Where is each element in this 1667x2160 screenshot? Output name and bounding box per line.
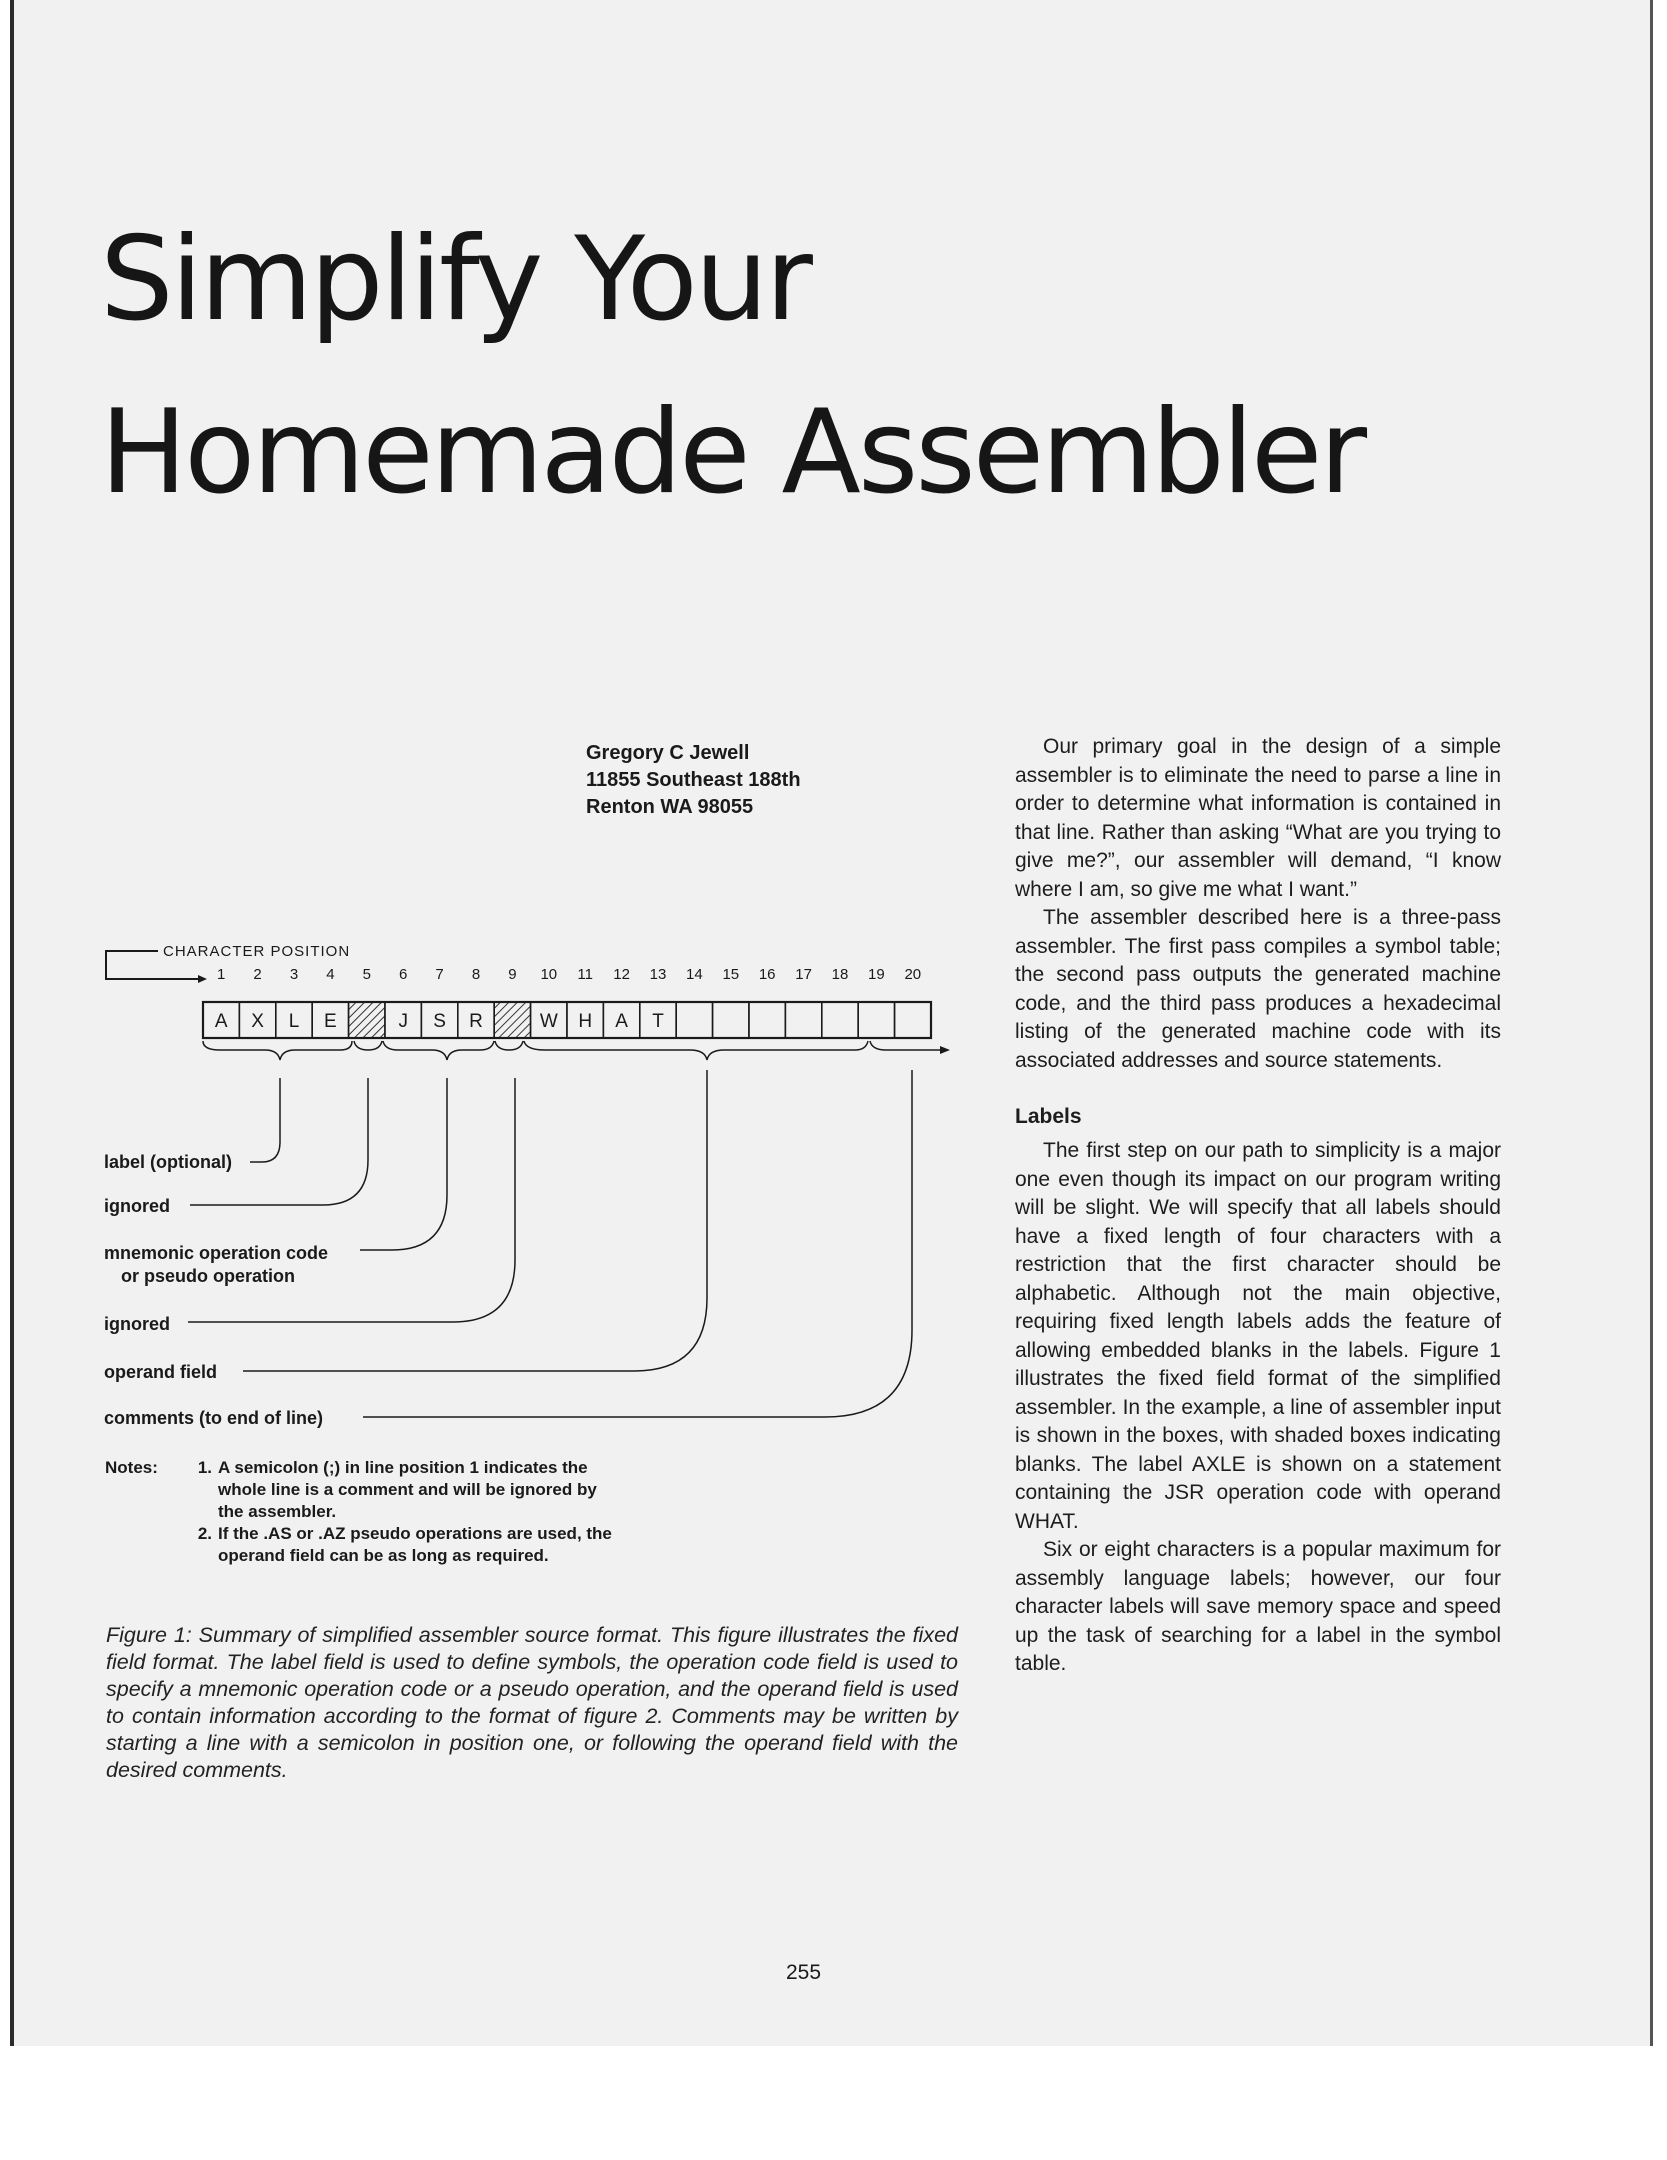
cell-char-8: R [469, 1011, 483, 1032]
leader-mnemonic [360, 1078, 447, 1250]
cell-char-7: S [433, 1011, 446, 1032]
figure-1-caption: Figure 1: Summary of simplified assembler source format. This figure illustrates the fixed field format. The label field is used to define symbols, the operation code field is used to specify a mnemonic operation code or a pseudo operation, and the operand field is used to contain information according to the format of figure 2. Comments may be written by starting a line with a semicolon in position one, or following the operand field with the desired comments. [106, 1623, 958, 1782]
position-number-3: 3 [289, 966, 299, 983]
position-number-7: 7 [435, 966, 444, 983]
char-cell-19 [858, 1002, 894, 1038]
body-paragraph-1: Our primary goal in the design of a simple assembler is to eliminate the need to parse a line in order to determine what information is contained in that line. Rather than asking “What are you trying to give me?”, our assembler will demand, “I know where I am, so give me what I want.” [1015, 735, 1501, 901]
page-number: 255 [786, 1961, 822, 1984]
position-number-19: 19 [868, 966, 885, 983]
position-number-2: 2 [253, 966, 262, 983]
char-cell-17 [785, 1002, 821, 1038]
mnemonic-text-2: or pseudo operation [121, 1266, 296, 1286]
article-title-line-1: Simplify Your [100, 212, 810, 347]
leader-ignored-1 [190, 1078, 368, 1205]
leader-operand [243, 1070, 707, 1371]
position-number-17: 17 [795, 966, 812, 983]
note-1-text: A semicolon (;) in line position 1 indicates the whole line is a comment and will be ignored by the assembler. [218, 1458, 597, 1521]
leader-label [250, 1078, 280, 1162]
note-2-text: If the .AS or .AZ pseudo operations are used, the operand field can be as long as required. [218, 1524, 612, 1565]
note-1 [105, 1457, 625, 1523]
char-cell-14 [676, 1002, 712, 1038]
brace-position-5 [354, 1041, 382, 1050]
cell-char-10: W [539, 1011, 558, 1032]
note-2 [105, 1523, 625, 1567]
cell-char-4: E [324, 1011, 337, 1032]
char-cell-20 [895, 1002, 931, 1038]
blank-cell-5 [349, 1002, 385, 1038]
position-number-14: 14 [686, 966, 703, 983]
brace-position-9 [495, 1041, 523, 1050]
brace-comments-field [870, 1041, 940, 1050]
position-number-8: 8 [471, 966, 481, 983]
ignored-text-2: ignored [104, 1314, 170, 1334]
position-number-11: 11 [577, 966, 593, 983]
char-cell-18 [822, 1002, 858, 1038]
position-number-18: 18 [831, 966, 849, 983]
comments-text: comments (to end of line) [104, 1408, 324, 1428]
position-number-5: 5 [362, 966, 371, 983]
position-number-10: 10 [540, 966, 558, 983]
position-number-16: 16 [758, 966, 776, 983]
author-city: Renton WA 98055 [586, 796, 754, 818]
body-paragraph-2: The assembler described here is a three-pass assembler. The first pass compiles a symbol table; the second pass outputs the generated machine code, and the third pass produces a hexadecimal listing of the generated machine code with its associated addresses and source statements. [1015, 906, 1501, 1072]
position-number-12: 12 [613, 966, 630, 983]
author-street: 11855 Southeast 188th [586, 769, 801, 791]
position-number-20: 20 [904, 966, 922, 983]
note-2-number: 2. [197, 1524, 212, 1543]
position-number-15: 15 [722, 966, 740, 983]
mnemonic-text-1: mnemonic operation code [104, 1243, 329, 1263]
char-cell-16 [749, 1002, 785, 1038]
comments-arrow-head [940, 1046, 950, 1054]
note-1-number: 1. [197, 1458, 212, 1477]
char-cell-15 [713, 1002, 749, 1038]
section-heading-labels: Labels [1015, 1105, 1082, 1128]
notes-label: Notes: [105, 1458, 158, 1477]
cell-char-11: H [578, 1011, 593, 1032]
author-name: Gregory C Jewell [586, 742, 750, 764]
cell-char-12: A [615, 1011, 628, 1032]
character-position-header: CHARACTER POSITION [163, 943, 351, 960]
cell-char-1: A [214, 1011, 228, 1032]
leader-comments [363, 1070, 912, 1417]
position-number-1: 1 [217, 966, 226, 983]
cell-char-3: L [288, 1011, 300, 1032]
cell-char-6: J [398, 1011, 408, 1032]
label-optional-text: label (optional) [104, 1152, 232, 1172]
position-number-6: 6 [399, 966, 408, 983]
article-body [1015, 733, 1501, 1679]
body-paragraph-4: Six or eight characters is a popular maximum for assembly language labels; however, our four character labels will save memory space and speed up the task of searching for a label in the symbol table. [1015, 1538, 1501, 1675]
blank-cell-9 [494, 1002, 530, 1038]
figure-notes [105, 1457, 625, 1567]
brace-operand-field [524, 1041, 868, 1060]
ignored-text-1: ignored [104, 1196, 170, 1216]
cell-char-13: T [652, 1011, 664, 1032]
position-number-9: 9 [508, 966, 517, 983]
operand-field-text: operand field [104, 1362, 218, 1382]
position-number-4: 4 [326, 966, 335, 983]
body-paragraph-3: The first step on our path to simplicity is a major one even though its impact on our program writing will be slight. We will specify that all labels should have a fixed length of four characters with a restriction that the first character should be alphabetic. Although not the main objective, requiring fixed length labels adds the feature of allowing embedded blanks in the labels. Figure 1 illustrates the fixed field format of the simplified assembler. In the example, a line of assembler input is shown in the boxes, with shaded boxes indicating blanks. The label AXLE is shown on a statement containing the JSR operation code with operand WHAT. [1015, 1139, 1501, 1533]
position-number-13: 13 [649, 966, 667, 983]
cell-char-2: X [251, 1011, 264, 1032]
brace-opcode-field [383, 1041, 494, 1060]
position-arrow-head [198, 975, 207, 983]
brace-label-field [203, 1041, 352, 1060]
article-title-line-2: Homemade Assembler [100, 385, 1365, 520]
